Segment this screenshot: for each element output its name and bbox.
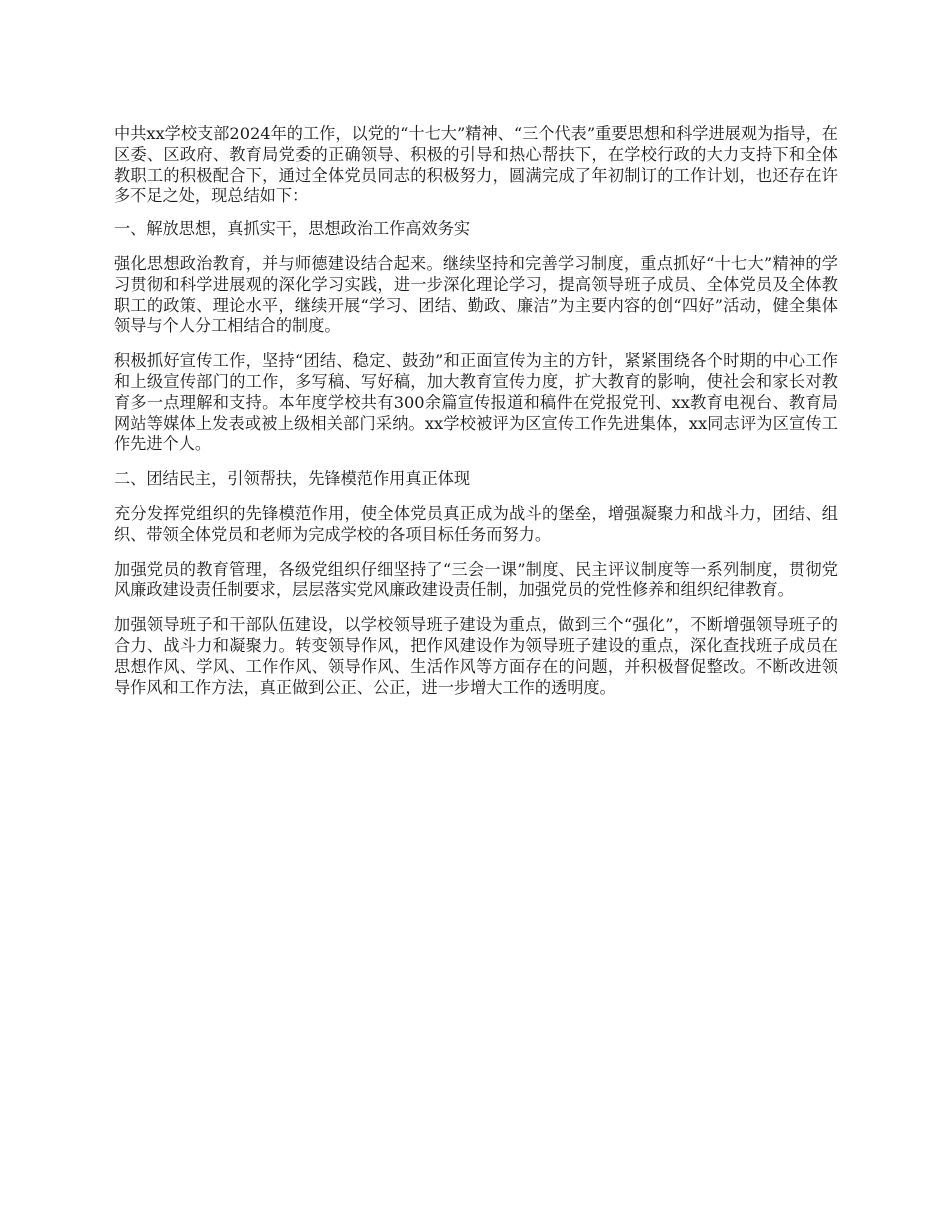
section-heading-1: 一、解放思想，真抓实干，思想政治工作高效务实 bbox=[114, 219, 471, 239]
document-body bbox=[114, 124, 838, 712]
body-paragraph: 充分发挥党组织的先锋模范作用，使全体党员真正成为战斗的堡垒，增强凝聚力和战斗力，团结、组织、带领全体党员和老师为完成学校的各项目标任务而努力。 bbox=[114, 503, 838, 544]
body-paragraph: 加强党员的教育管理，各级党组织仔细坚持了“三会一课”制度、民主评议制度等一系列制度，贯彻党风廉政建设责任制要求，层层落实党风廉政建设责任制，加强党员的党性修养和组织纪律教育。 bbox=[114, 559, 838, 600]
intro-paragraph: 中共xx学校支部2024年的工作，以党的“十七大”精神、“三个代表”重要思想和科学进展观为指导，在区委、区政府、教育局党委的正确领导、积极的引导和热心帮扶下，在学校行政的大力支持下和全体教职工的积极配合下，通过全体党员同志的积极努力，圆满完成了年初制订的工作计划，也还存在许多不足之处，现总结如下： bbox=[114, 124, 838, 206]
body-paragraph: 强化思想政治教育，并与师德建设结合起来。继续坚持和完善学习制度，重点抓好“十七大”精神的学习贯彻和科学进展观的深化学习实践，进一步深化理论学习，提高领导班子成员、全体党员及全体教职工的政策、理论水平，继续开展“学习、团结、勤政、廉洁”为主要内容的创“四好”活动，健全集体领导与个人分工相结合的制度。 bbox=[114, 253, 838, 336]
body-paragraph: 加强领导班子和干部队伍建设，以学校领导班子建设为重点，做到三个“强化”，不断增强领导班子的合力、战斗力和凝聚力。转变领导作风，把作风建设作为领导班子建设的重点，深化查找班子成员在思想作风、学风、工作作风、领导作风、生活作风等方面存在的问题，并积极督促整改。不断改进领导作风和工作方法，真正做到公正、公正，进一步增大工作的透明度。 bbox=[114, 615, 838, 697]
body-paragraph: 积极抓好宣传工作，坚持“团结、稳定、鼓劲”和正面宣传为主的方针，紧紧围绕各个时期的中心工作和上级宣传部门的工作，多写稿、写好稿，加大教育宣传力度，扩大教育的影响，使社会和家长对教育多一点理解和支持。本年度学校共有300余篇宣传报道和稿件在党报党刊、xx教育电视台、教育局网站等媒体上发表或被上级相关部门采纳。xx学校被评为区宣传工作先进集体，xx同志评为区宣传工作先进个人。 bbox=[114, 351, 838, 454]
section-heading-2: 二、团结民主，引领帮扶，先锋模范作用真正体现 bbox=[114, 469, 471, 489]
